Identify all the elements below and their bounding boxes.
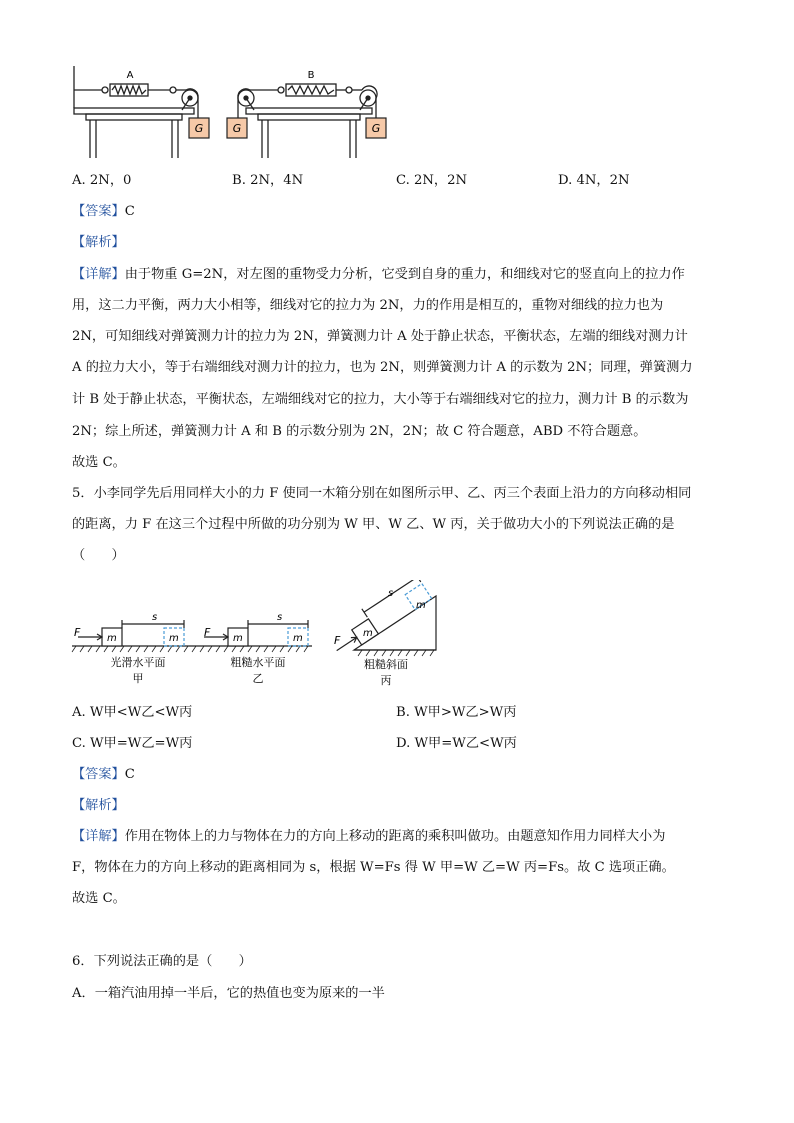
answer-value: C (124, 204, 135, 219)
q6-option-a: A．一箱汽油用掉一半后，它的热值也变为原来的一半 (72, 986, 385, 1001)
caption: 光滑水平面 (110, 656, 166, 669)
mass-label: m (293, 633, 303, 644)
detail-text: 由于物重 G=2N，对左图的重物受力分析，它受到自身的重力，和细线对它的竖直向上的拉力作 (124, 267, 685, 282)
q5-option-a: A. W甲<W乙<W丙 (72, 705, 193, 720)
q4-option-d: D. 4N，2N (558, 173, 630, 188)
detail-tag: 【详解】 (72, 267, 125, 282)
mass-label: m (363, 628, 373, 639)
q5-detail-line (72, 830, 665, 843)
force-label: F (204, 626, 211, 639)
q4-detail-line (72, 268, 685, 281)
distance-label: s (388, 588, 394, 599)
q4-detail-line: 2N，可知细线对弹簧测力计的拉力为 2N，弹簧测力计 A 处于静止状态，平衡状态，左端的细线对测力计 (72, 329, 688, 344)
q6-stem: 6．下列说法正确的是（ ） (72, 954, 252, 969)
q5-answer-line (72, 768, 135, 781)
scale-b-label: B (307, 70, 315, 81)
answer-tag: 【答案】 (72, 204, 125, 219)
scale-a-label: A (126, 70, 134, 81)
q5-stem-line: 的距离，力 F 在这三个过程中所做的功分别为 W 甲、W 乙、W 丙，关于做功大小的下列说法正确的是 (72, 517, 675, 532)
weight-label: G (194, 122, 204, 135)
analysis-tag: 【解析】 (72, 798, 125, 813)
right-apparatus (238, 84, 377, 158)
mass-label: m (416, 600, 426, 611)
force-label: F (74, 626, 81, 639)
q4-detail-line: A 的拉力大小，等于右端细线对测力计的拉力，也为 2N，则弹簧测力计 A 的示数为 2N；同理，弹簧测力 (72, 360, 693, 375)
work-figure (70, 580, 450, 692)
q5-option-b: B. W甲>W乙>W丙 (396, 705, 517, 720)
mass-label: m (169, 633, 179, 644)
q4-detail-line: 用，这二力平衡，两力大小相等，细线对它的拉力为 2N，力的作用是相互的，重物对细线的拉力也为 (72, 298, 664, 313)
q4-answer-line (72, 205, 135, 218)
q4-option-a: A. 2N，0 (72, 173, 132, 188)
q4-detail-line: 2N；综上所述，弹簧测力计 A 和 B 的示数分别为 2N，2N；故 C 符合题意，ABD 不符合题意。 (72, 424, 647, 439)
caption: 粗糙水平面 (230, 656, 286, 669)
q5-stem-line: （ ） (72, 548, 125, 563)
detail-tag: 【详解】 (72, 829, 125, 844)
q5-conclusion: 故选 C。 (72, 891, 126, 906)
spring-scale-figure (66, 58, 406, 168)
caption: 粗糙斜面 (364, 658, 408, 671)
mass-label: m (233, 633, 243, 644)
q4-detail-line: 计 B 处于静止状态，平衡状态，左端细线对它的拉力，大小等于右端细线对它的拉力，测力计 B 的示数为 (72, 392, 689, 407)
answer-value: C (124, 767, 135, 782)
answer-tag: 【答案】 (72, 767, 125, 782)
q4-option-b: B. 2N，4N (232, 173, 304, 188)
weight-label: G (371, 122, 381, 135)
force-label: F (334, 634, 341, 647)
caption-name: 甲 (132, 672, 144, 685)
q4-option-c: C. 2N，2N (396, 173, 468, 188)
q4-conclusion: 故选 C。 (72, 455, 126, 470)
caption-name: 丙 (380, 674, 392, 687)
q5-detail-line: F，物体在力的方向上移动的距离相同为 s，根据 W=Fs 得 W 甲=W 乙=W 丙=Fs。故 C 选项正确。 (72, 860, 675, 875)
distance-label: s (152, 612, 158, 623)
distance-label: s (277, 612, 283, 623)
mass-label: m (107, 633, 117, 644)
q5-option-c: C. W甲=W乙=W丙 (72, 736, 193, 751)
q5-stem-line: 5．小李同学先后用同样大小的力 F 使同一木箱分别在如图所示甲、乙、丙三个表面上沿力的方向移动相同 (72, 486, 692, 501)
weight-label: G (232, 122, 242, 135)
q5-option-d: D. W甲=W乙<W丙 (396, 736, 517, 751)
detail-text: 作用在物体上的力与物体在力的方向上移动的距离的乘积叫做功。由题意知作用力同样大小为 (124, 829, 666, 844)
left-apparatus (74, 66, 198, 158)
caption-name: 乙 (252, 672, 264, 685)
analysis-tag: 【解析】 (72, 235, 125, 250)
